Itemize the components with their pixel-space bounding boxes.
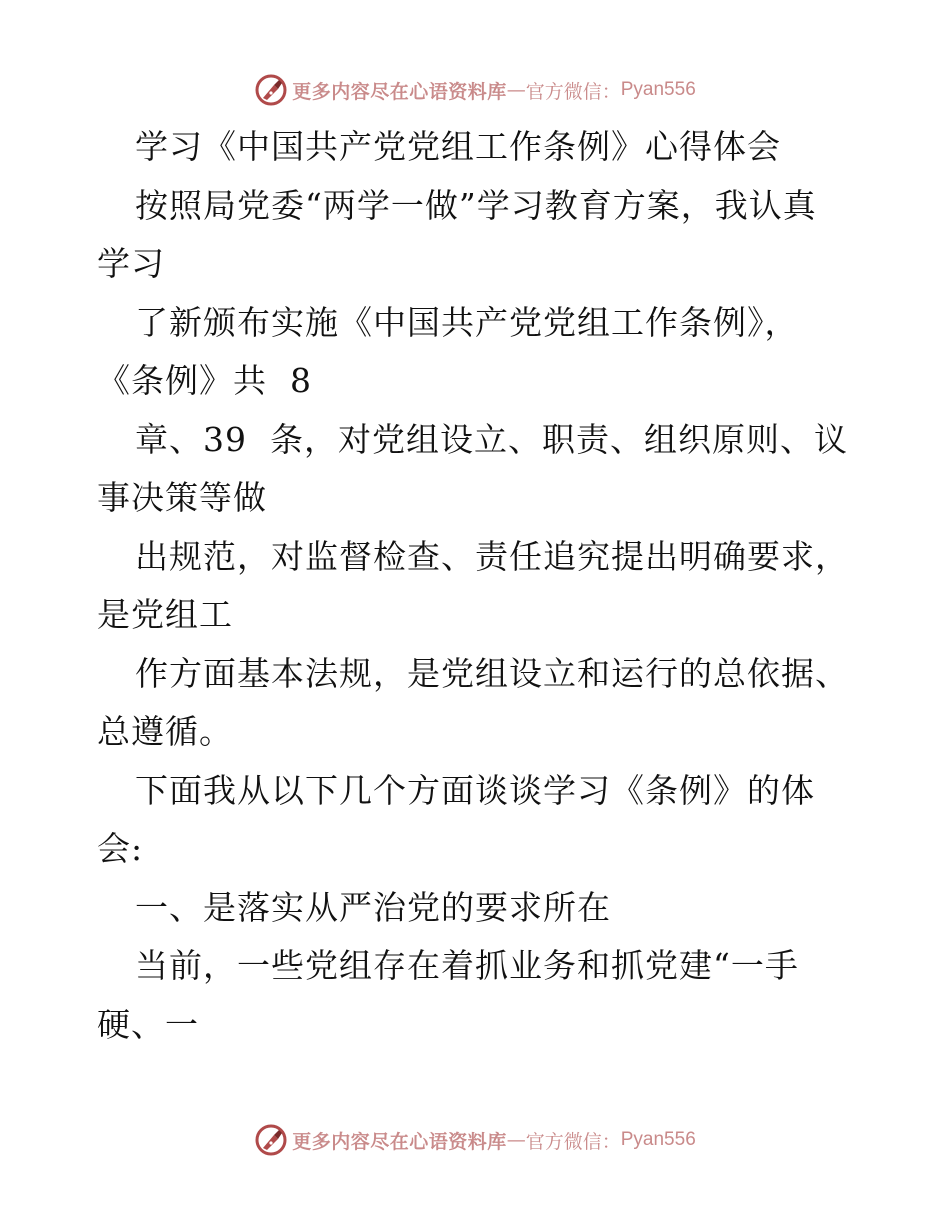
watermark-site-text: 更多内容尽在心语资料库 [292, 80, 507, 103]
pen-nib-logo-icon [254, 1123, 288, 1157]
text-line: 当前，一些党组存在着抓业务和抓党建“一手 [135, 946, 799, 985]
document-title: 学习《中国共产党党组工作条例》心得体会 [135, 127, 781, 166]
text-line: 了新颁布实施《中国共产党党组工作条例》， [135, 302, 799, 342]
footer-watermark [0, 1120, 950, 1160]
text-line: 会: [97, 829, 144, 868]
document-body [97, 118, 857, 1054]
text-line: 硬、一 [97, 1004, 199, 1044]
pen-nib-logo-icon [254, 73, 288, 107]
watermark-site-text: 更多内容尽在心语资料库 [292, 1130, 507, 1153]
section-heading: 一、是落实从严治党的要求所在 [135, 887, 611, 927]
text-line: 事决策等做 [97, 478, 267, 517]
text-line: 总遵循。 [97, 712, 233, 751]
text-line: 下面我从以下几个方面谈谈学习《条例》的体 [135, 770, 815, 810]
watermark-handle: Pyan556 [620, 1129, 696, 1150]
text-line: 按照局党委“两学一做”学习教育方案，我认真 [135, 185, 817, 225]
text-line: 章、39 条，对党组设立、职责、组织原则、议 [135, 419, 848, 459]
watermark-dash: — [506, 1129, 526, 1151]
watermark-handle: Pyan556 [620, 79, 696, 100]
watermark-dash: — [506, 79, 526, 101]
header-watermark [0, 70, 950, 110]
text-line: 出规范，对监督检查、责任追究提出明确要求， [135, 536, 849, 576]
text-line: 学习 [97, 244, 165, 283]
text-line: 作方面基本法规，是党组设立和运行的总依据、 [135, 653, 849, 693]
watermark-label: 官方微信： [525, 80, 621, 103]
text-line: 是党组工 [97, 595, 233, 634]
text-line: 《条例》共 8 [97, 361, 312, 400]
watermark-label: 官方微信： [525, 1130, 621, 1153]
